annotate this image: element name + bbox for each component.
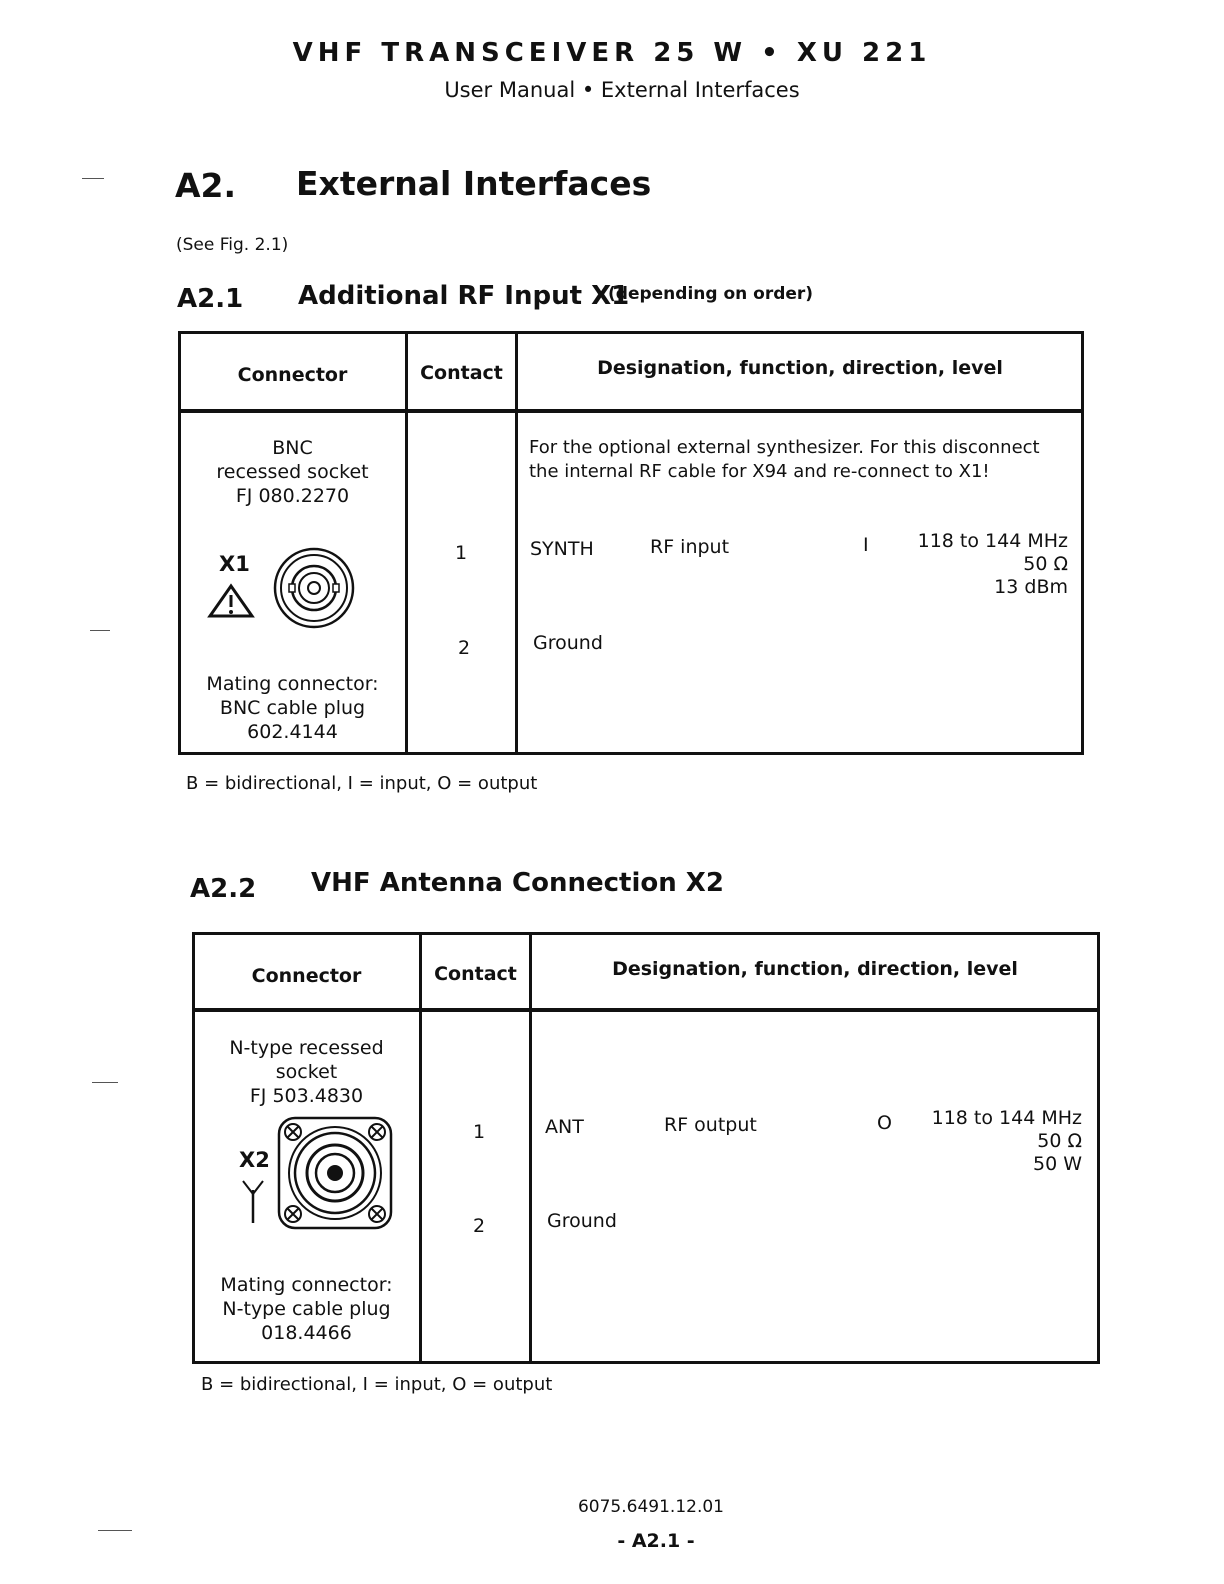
- mating-connector: Mating connector: N-type cable plug 018.4466: [220, 1274, 393, 1344]
- contact-number: 2: [458, 637, 471, 659]
- signal-name: ANT: [545, 1116, 584, 1138]
- margin-mark: [92, 1082, 118, 1083]
- section-title: External Interfaces: [296, 164, 652, 203]
- margin-mark: [90, 630, 110, 631]
- connector-description: BNC recessed socket FJ 080.2270: [216, 437, 369, 507]
- subsection-1-note: (depending on order): [608, 284, 814, 304]
- col-header-designation: Designation, function, direction, level: [597, 357, 1003, 379]
- table-x1-divider: [405, 331, 408, 755]
- mating-connector: Mating connector: BNC cable plug 602.4144: [206, 673, 379, 743]
- signal-direction: O: [877, 1112, 892, 1134]
- margin-mark: [82, 178, 104, 179]
- table-x1-divider: [515, 331, 518, 755]
- connector-description: N-type recessed socket FJ 503.4830: [229, 1037, 384, 1107]
- document-title: VHF TRANSCEIVER 25 W • XU 221: [292, 38, 932, 68]
- subsection-2-number: A2.2: [190, 874, 257, 904]
- designation-intro: For the optional external synthesizer. For this disconnect the internal RF cable for X94 and re-connect to X1!: [529, 437, 1040, 482]
- table-x2-header-rule: [192, 1008, 1100, 1012]
- col-header-connector: Connector: [237, 364, 348, 386]
- antenna-icon: [240, 1178, 266, 1224]
- signal-name: Ground: [547, 1210, 617, 1232]
- contact-number: 2: [473, 1215, 486, 1237]
- warning-icon: [206, 583, 256, 619]
- contact-number: 1: [473, 1121, 486, 1143]
- col-header-connector: Connector: [251, 965, 362, 987]
- table-x1-header-rule: [178, 409, 1084, 413]
- table-x2-legend: B = bidirectional, I = input, O = output: [201, 1374, 553, 1395]
- col-header-contact: Contact: [420, 362, 503, 384]
- signal-name: Ground: [533, 632, 603, 654]
- table-x1-legend: B = bidirectional, I = input, O = output: [186, 773, 538, 794]
- document-number: 6075.6491.12.01: [577, 1497, 724, 1517]
- table-x2-divider: [419, 932, 422, 1364]
- signal-function: RF input: [650, 536, 730, 558]
- n-type-socket-icon: [275, 1114, 395, 1232]
- figure-reference: (See Fig. 2.1): [176, 235, 289, 255]
- signal-function: RF output: [664, 1114, 757, 1136]
- bnc-socket-icon: [272, 546, 356, 630]
- table-x2-divider: [529, 932, 532, 1364]
- page-number: - A2.1 -: [617, 1530, 695, 1552]
- col-header-designation: Designation, function, direction, level: [612, 958, 1018, 980]
- col-header-contact: Contact: [434, 963, 517, 985]
- contact-number: 1: [455, 542, 468, 564]
- subsection-2-title: VHF Antenna Connection X2: [311, 868, 724, 898]
- connector-label-x2: X2: [239, 1148, 270, 1172]
- signal-level: 118 to 144 MHz 50 Ω 13 dBm: [917, 530, 1068, 598]
- subsection-1-title: Additional RF Input X1: [298, 281, 630, 311]
- signal-level: 118 to 144 MHz 50 Ω 50 W: [931, 1107, 1082, 1175]
- connector-label-x1: X1: [219, 552, 250, 576]
- document-subtitle: User Manual • External Interfaces: [444, 78, 800, 102]
- signal-direction: I: [863, 534, 869, 556]
- signal-name: SYNTH: [530, 538, 594, 560]
- section-number: A2.: [175, 166, 237, 205]
- subsection-1-number: A2.1: [177, 284, 244, 314]
